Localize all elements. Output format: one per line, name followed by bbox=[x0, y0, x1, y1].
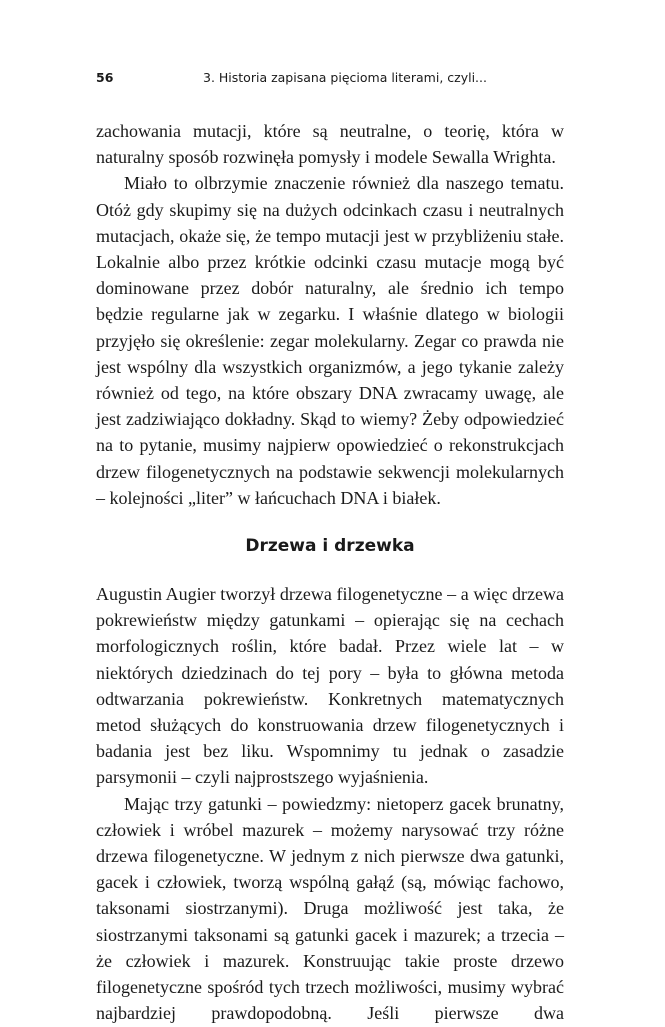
paragraph: Mając trzy gatunki – powiedzmy: nietoperz gacek brunatny, człowiek i wróbel mazurek – możemy narysować trzy różne drzewa filogenetyczne. W jednym z nich pierwsze dwa gatunki, gacek i człowiek, tworzą wspólną gałąź (są, mówiąc fachowo, taksonami siostrzanymi). Druga możliwość jest taka, że siostrzanymi taksonami są gatunki gacek i mazurek; a trzecia – że człowiek i mazurek. Konstruując takie proste drzewo filogenetyczne spośród tych trzech możliwości, musimy wybrać najbardziej prawdopodobną. Jeśli pierwsze dwa bbox=[96, 793, 564, 1024]
paragraph: Augustin Augier tworzył drzewa filogenetyczne – a więc drzewa pokrewieństw między gatunkami – opierając się na cechach morfologicznych roślin, które badał. Przez wiele lat – w niektórych dziedzinach do tej pory – była to główna metoda odtwarzania pokrewieństw. Konkretnych matematycznych metod służących do konstruowania drzew filogenetycznych i badania jest bez liku. Wspomnimy tu jednak o zasadzie parsymonii – czyli najprostszego wyjaśnienia. bbox=[96, 584, 564, 788]
running-title: 3. Historia zapisana pięcioma literami, czyli... bbox=[203, 70, 487, 85]
paragraph: zachowania mutacji, które są neutralne, o teorię, która w naturalny sposób rozwinęła pomysły i modele Sewalla Wrighta. bbox=[96, 121, 564, 168]
body-text bbox=[96, 118, 564, 1027]
section-heading: Drzewa i drzewka bbox=[245, 536, 415, 557]
page-number: 56 bbox=[96, 70, 114, 85]
paragraph: Miało to olbrzymie znaczenie również dla naszego tematu. Otóż gdy skupimy się na dużych odcinkach czasu i neutralnych mutacjach, okaże się, że tempo mutacji jest w przybliżeniu stałe. Lokalnie albo przez krótkie odcinki czasu mutacje mogą być dominowane przez dobór naturalny, ale średnio ich tempo będzie regularne jak w zegarku. I właśnie dlatego w biologii przyjęło się określenie: zegar molekularny. Zegar co prawda nie jest wspólny dla wszystkich organizmów, a jego tykanie zależy również od tego, na które obszary DNA zwracamy uwagę, ale jest zadziwiająco dokładny. Skąd to wiemy? Żeby odpowiedzieć na to pytanie, musimy najpierw opowiedzieć o rekonstrukcjach drzew filogenetycznych na podstawie sekwencji molekularnych – kolejności „liter” w łańcuchach DNA i białek. bbox=[96, 173, 564, 508]
